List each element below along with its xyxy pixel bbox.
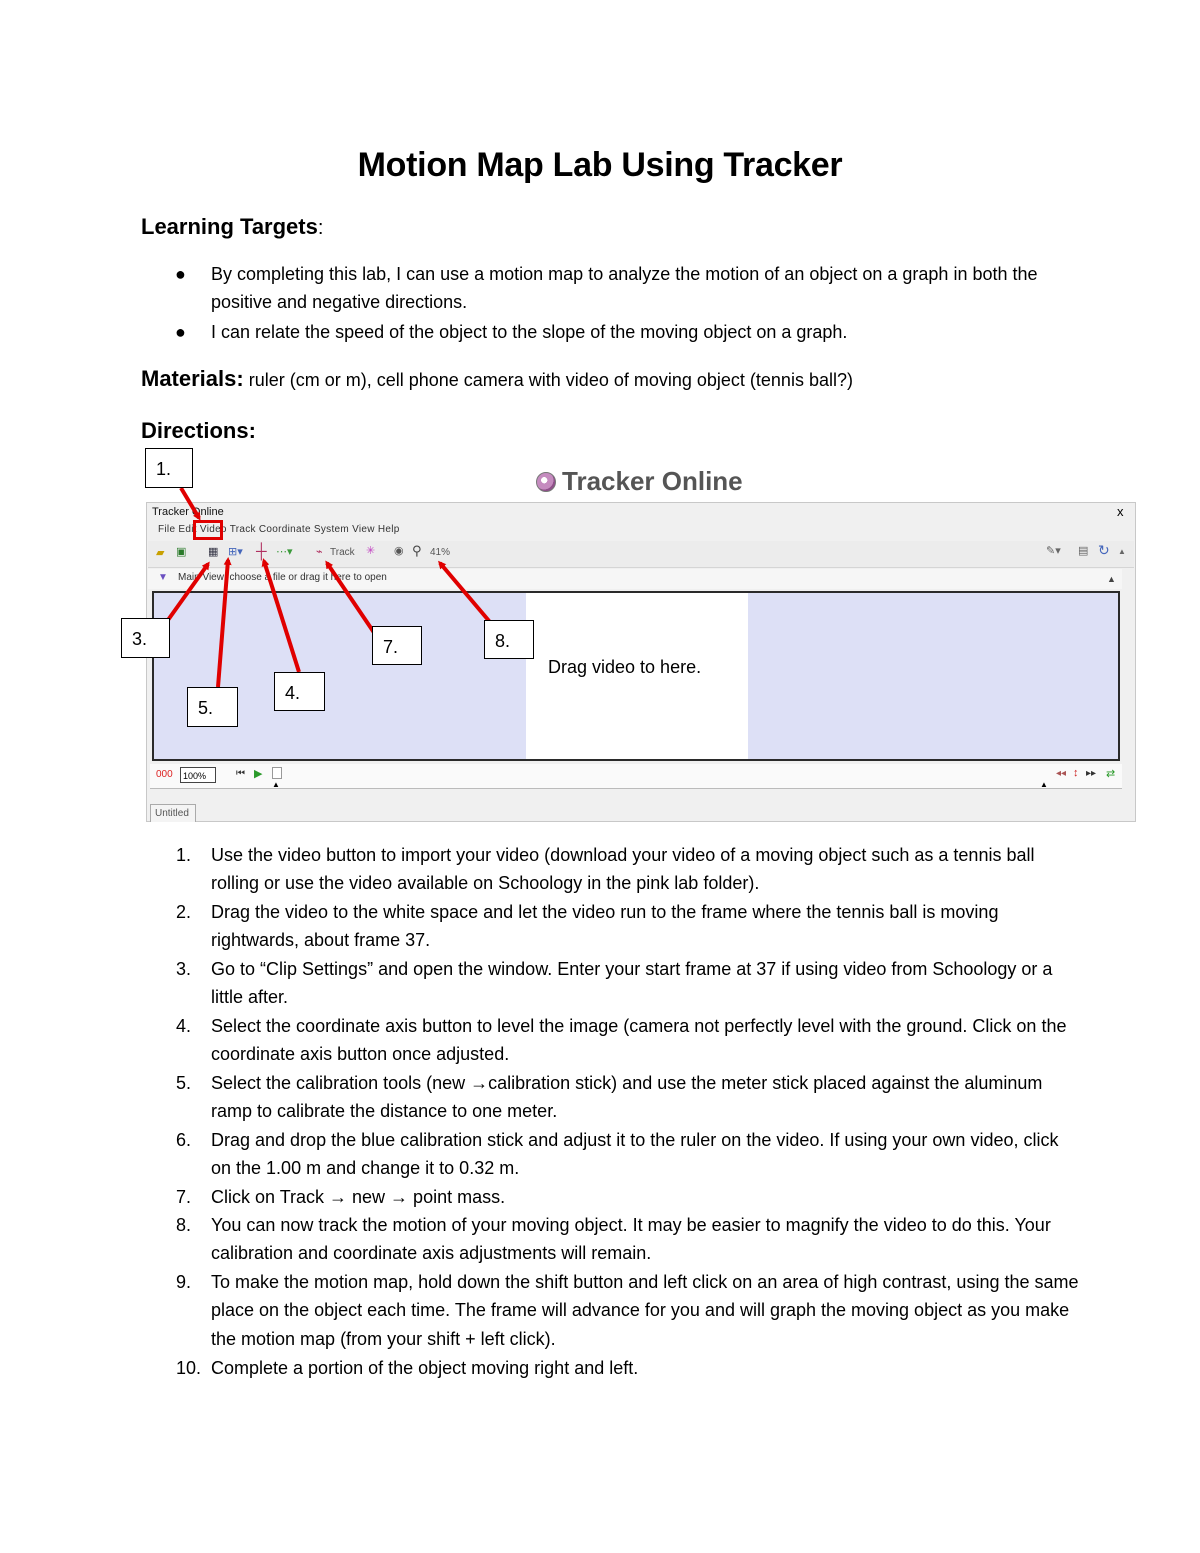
- learning-targets-label: Learning Targets: [141, 214, 318, 239]
- window-title: Tracker Online: [152, 506, 224, 518]
- step-number: 1.: [176, 845, 192, 865]
- arrow-4: [264, 561, 299, 672]
- callout-7: 7.: [372, 626, 422, 665]
- callout-8: 8.: [484, 620, 534, 659]
- step-number: 8.: [176, 1215, 192, 1235]
- step-number: 10.: [176, 1358, 202, 1378]
- step-4: Select the coordinate axis button to level the image (camera not perfectly level with the ground. Click on the coordinate axis button once adjusted.: [211, 1016, 1067, 1065]
- callout-4: 4.: [274, 672, 325, 711]
- learning-target-2: I can relate the speed of the object to the slope of the moving object on a graph.: [211, 322, 848, 342]
- save-icon[interactable]: ▣: [176, 546, 187, 558]
- step-8: You can now track the motion of your moving object. It may be easier to magnify the video to do this. Your calibration and coordinate axis adjustments will remain.: [211, 1215, 1051, 1264]
- main-view-dropdown-icon[interactable]: ▼: [158, 572, 168, 583]
- step-back-icon[interactable]: ◂◂: [1056, 768, 1067, 779]
- step-forward-icon[interactable]: ▸▸: [1086, 768, 1097, 779]
- end-marker-icon: ▲: [1040, 780, 1048, 789]
- step-size-label[interactable]: ↕: [1073, 767, 1079, 779]
- materials-heading: Materials:: [141, 366, 244, 391]
- page-title: Motion Map Lab Using Tracker: [357, 146, 843, 184]
- main-view-collapse-icon[interactable]: ▲: [1107, 574, 1116, 584]
- step-1: Use the video button to import your video (download your video of a moving object such as a tennis ball rolling or use the video available on Schoology in the pink lab folder).: [211, 845, 1035, 894]
- eye-icon[interactable]: ◉: [394, 545, 404, 557]
- track-icon[interactable]: ⌁: [316, 546, 323, 558]
- step-10: Complete a portion of the object moving right and left.: [211, 1358, 639, 1378]
- step-number: 5.: [176, 1073, 192, 1093]
- arrow-8: [440, 563, 495, 628]
- step-number: 9.: [176, 1272, 192, 1292]
- tracker-logo-text: Tracker Online: [562, 466, 743, 496]
- refresh-icon[interactable]: ↻: [1098, 542, 1110, 558]
- frame-counter: 000: [156, 769, 173, 780]
- open-folder-icon[interactable]: ▰: [156, 547, 165, 559]
- step-number: 4.: [176, 1016, 192, 1036]
- collapse-icon[interactable]: ▲: [1118, 547, 1126, 556]
- directions-heading: Directions:: [141, 418, 256, 443]
- play-icon[interactable]: ▶: [254, 768, 263, 780]
- track-button[interactable]: Track: [330, 547, 355, 558]
- step-number: 2.: [176, 902, 192, 922]
- measuring-tools-icon[interactable]: ⋯▾: [276, 546, 293, 558]
- close-icon[interactable]: x: [1117, 504, 1124, 519]
- step-3: Go to “Clip Settings” and open the window. Enter your start frame at 37 if using video from Schoology or a little after.: [211, 959, 1053, 1008]
- step-number: 7.: [176, 1187, 192, 1207]
- zoom-level[interactable]: 41%: [430, 547, 451, 558]
- start-marker-icon: ▲: [272, 780, 280, 789]
- learning-targets-colon: :: [317, 217, 324, 239]
- notes-icon[interactable]: ▤: [1078, 545, 1089, 557]
- callout-1: 1.: [145, 448, 193, 488]
- pencil-icon[interactable]: ✎▾: [1046, 545, 1061, 557]
- rewind-icon[interactable]: ⏮: [236, 768, 245, 779]
- loop-icon[interactable]: ⇄: [1106, 768, 1116, 780]
- clip-settings-icon[interactable]: ▦: [208, 546, 219, 558]
- zoom-icon[interactable]: ⚲: [412, 543, 422, 558]
- arrow-5: [218, 560, 228, 687]
- main-view-status: Main View: choose a file or drag it here to open: [178, 572, 387, 583]
- step-5: Select the calibration tools (new →calibration stick) and use the meter stick placed against the aluminum ramp to calibrate the distance to one meter.: [211, 1073, 1043, 1122]
- arrow-7: [327, 563, 377, 637]
- autotracker-icon[interactable]: ✳: [366, 545, 376, 557]
- step-9: To make the motion map, hold down the shift button and left click on an area of high contrast, using the same place on the object each time. The frame will advance for you and will graph the moving object as you make the motion map (from your shift + left click).: [211, 1272, 1079, 1349]
- step-number: 6.: [176, 1130, 192, 1150]
- coordinate-axis-icon[interactable]: ┼: [256, 543, 267, 560]
- bullet-dot: ●: [175, 322, 186, 342]
- callout-5: 5.: [187, 687, 238, 727]
- calibration-tools-icon[interactable]: ⊞▾: [228, 546, 243, 558]
- bullet-dot: ●: [175, 264, 186, 284]
- step-7: Click on Track → new → point mass.: [211, 1187, 506, 1207]
- step-6: Drag and drop the blue calibration stick and adjust it to the ruler on the video. If using your own video, click on the 1.00 m and change it to 0.32 m.: [211, 1130, 1059, 1179]
- callout-3: 3.: [121, 618, 170, 658]
- step-number: 3.: [176, 959, 192, 979]
- untitled-tab[interactable]: Untitled: [150, 804, 196, 822]
- step-2: Drag the video to the white space and let the video run to the frame where the tennis ball is moving rightwards, about frame 37.: [211, 902, 999, 951]
- drag-video-label: Drag video to here.: [548, 657, 702, 677]
- menu-bar[interactable]: File Edit Video Track Coordinate System View Help: [158, 524, 400, 535]
- playback-rate-input[interactable]: 100%: [180, 767, 216, 783]
- materials-text: ruler (cm or m), cell phone camera with video of moving object (tennis ball?): [243, 370, 853, 390]
- learning-target-1: By completing this lab, I can use a motion map to analyze the motion of an object on a graph in both the positive and negative directions.: [211, 264, 1038, 312]
- arrow-1: [181, 488, 199, 518]
